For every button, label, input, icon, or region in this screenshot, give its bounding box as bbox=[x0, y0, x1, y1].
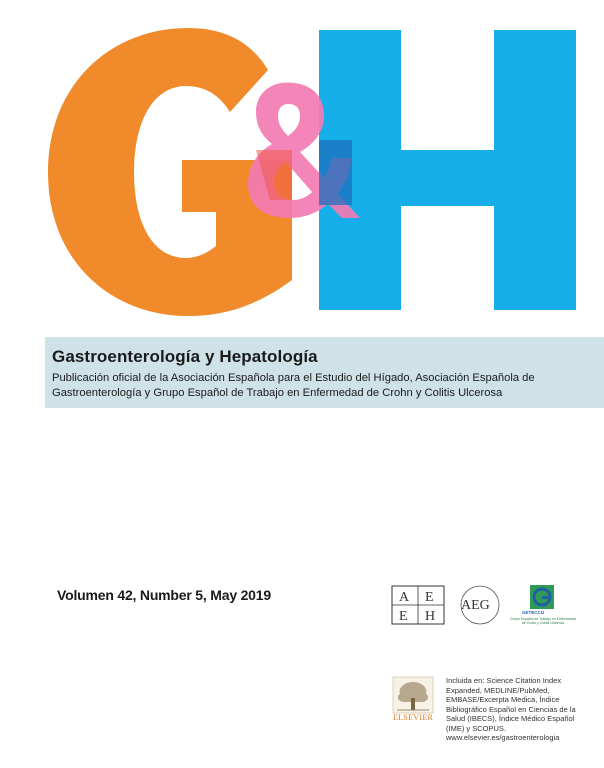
indexing-info: Incluida en: Science Citation Index Expanded, MEDLINE/PubMed, EMBASE/Excerpta Medica, Índice Bibliográfico Español en Ciencias de la Salud (IBECS), Índice Médico Español (IME) y SCOPUS. bbox=[446, 676, 576, 733]
gh-logo bbox=[0, 0, 604, 330]
volume-issue: Volumen 42, Number 5, May 2019 bbox=[57, 587, 271, 603]
logo-overlap-blue bbox=[319, 140, 352, 205]
geteccu-tagline: Grupo Español de Trabajo en Enfermedad de Crohn y Colitis Ulcerosa bbox=[510, 617, 576, 625]
elsevier-tree-icon bbox=[392, 676, 434, 714]
journal-website[interactable]: www.elsevier.es/gastroenterologia bbox=[446, 733, 560, 742]
aeeh-letter-e2: E bbox=[399, 609, 408, 624]
geteccu-wordmark: GETECCU bbox=[522, 610, 545, 615]
journal-title: Gastroenterología y Hepatología bbox=[52, 347, 318, 366]
logo-letter-h bbox=[319, 30, 576, 310]
aeeh-letter-a: A bbox=[399, 590, 410, 605]
aeeh-letter-e1: E bbox=[425, 590, 434, 605]
journal-subtitle: Publicación oficial de la Asociación Española para el Estudio del Hígado, Asociación Española de Gastroenterología y Grupo Español de Trabajo en Enfermedad de Crohn y Colitis Ulcerosa bbox=[52, 372, 535, 399]
elsevier-wordmark: ELSEVIER bbox=[393, 713, 434, 722]
aeeh-logo bbox=[390, 584, 446, 626]
aeeh-letter-h: H bbox=[425, 609, 436, 624]
aeg-wordmark: AEG bbox=[461, 598, 490, 613]
